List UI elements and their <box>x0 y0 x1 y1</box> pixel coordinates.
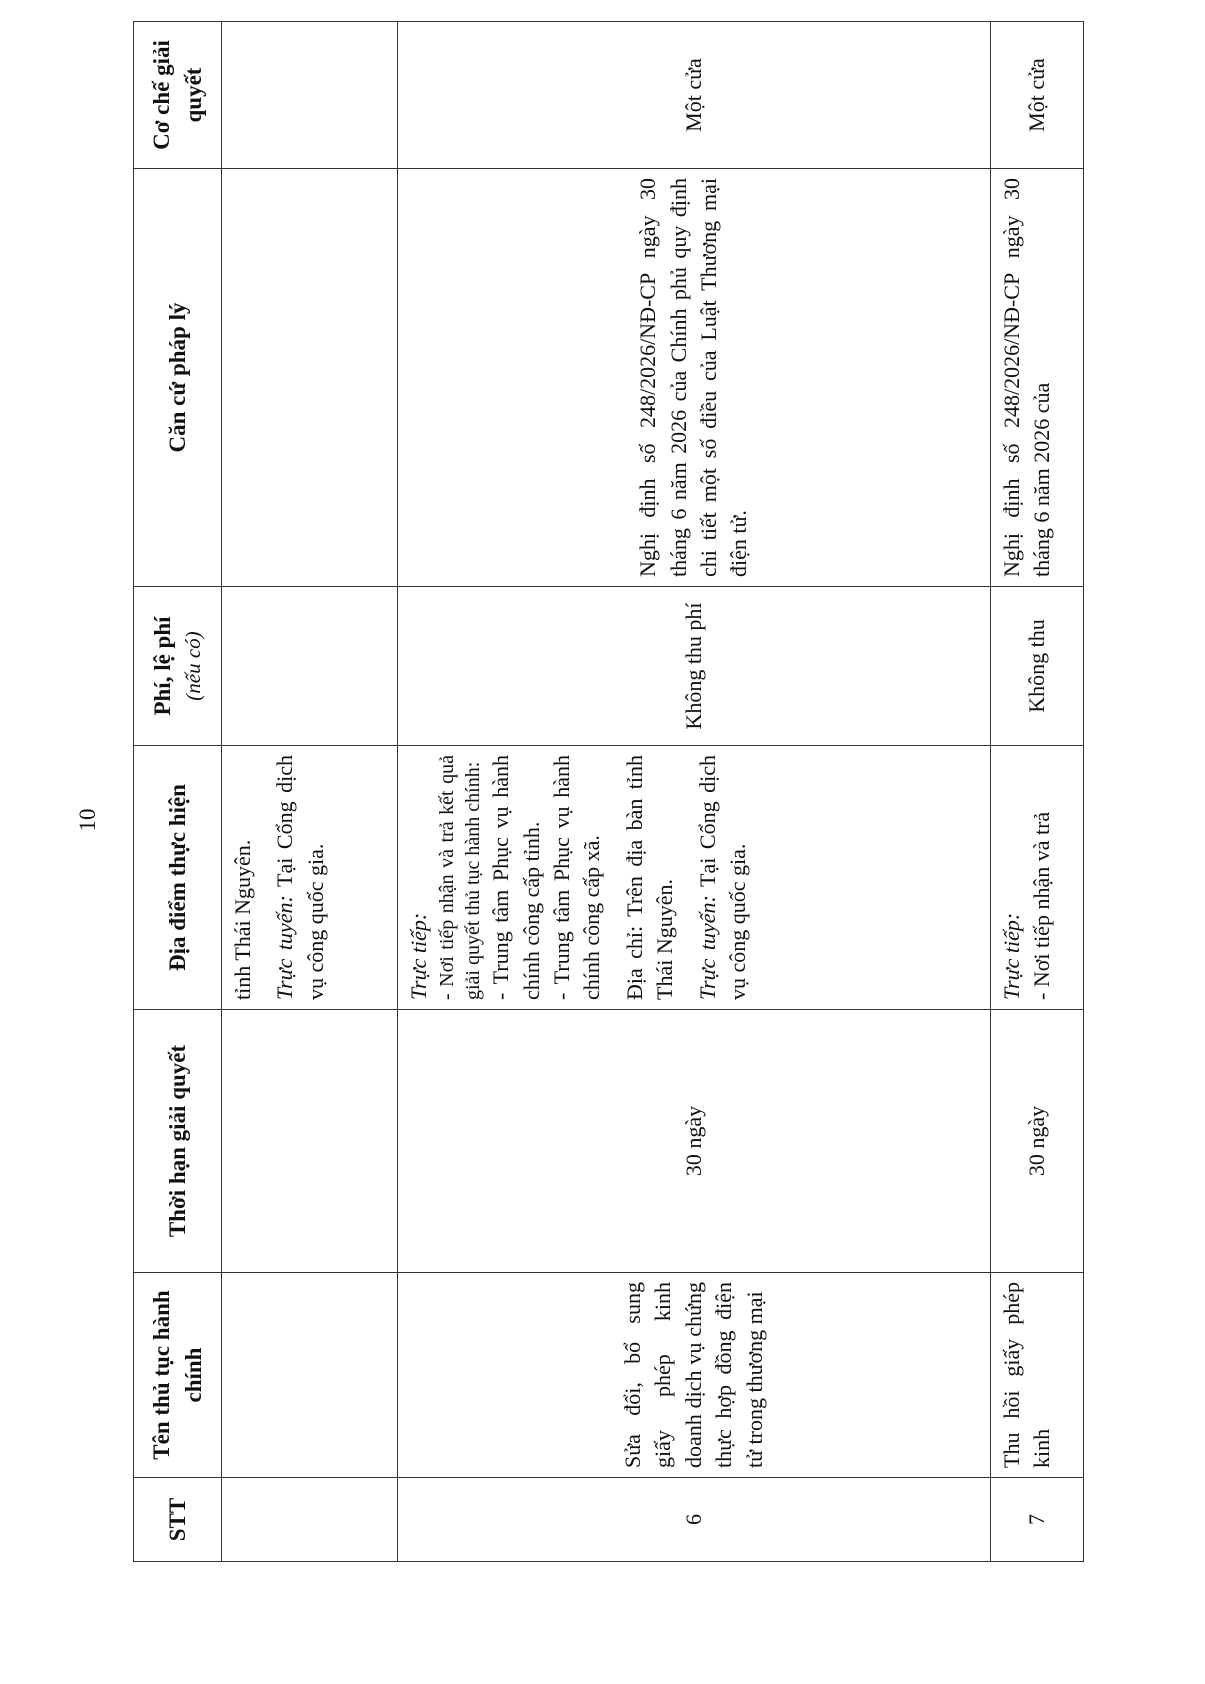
table-row <box>398 22 991 1562</box>
rotated-table-wrapper <box>133 22 1083 1562</box>
cont-mechanism-cell <box>222 22 398 169</box>
cont-place-online-text: Tại Cổng dịch vụ công quốc gia. <box>272 755 328 1000</box>
row7-place-direct-label: Trực tiếp: <box>999 912 1024 1000</box>
procedure-table <box>133 21 1084 1562</box>
row7-place <box>991 746 1084 1010</box>
header-place: Địa điểm thực hiện <box>134 746 222 1010</box>
table-row-continuation <box>222 22 398 1562</box>
row6-place-direct-line1: - Nơi tiếp nhận và trả kết quả giải quyết thủ tục hành chính: <box>436 755 485 1000</box>
row7-legal-basis: Nghị định số 248/2026/NĐ-CP ngày 30 tháng 6 năm 2026 của <box>991 169 1084 587</box>
row7-stt: 7 <box>991 1478 1084 1562</box>
cont-stt-cell <box>222 1478 398 1562</box>
cont-place-cell <box>222 746 398 1010</box>
row6-stt: 6 <box>398 1478 991 1562</box>
cont-time-cell <box>222 1010 398 1273</box>
header-fee-label: Phí, lệ phí <box>150 616 176 716</box>
landscape-table-container <box>133 22 1083 1562</box>
row6-procedure-name: Sửa đổi, bổ sung giấy phép kinh doanh dịch vụ chứng thực hợp đồng điện tử trong thương mại <box>398 1273 991 1478</box>
page-number: 10 <box>75 808 100 832</box>
header-processing-time: Thời hạn giải quyết <box>134 1010 222 1273</box>
row7-mechanism: Một cửa <box>991 22 1084 169</box>
cont-legal-cell <box>222 169 398 587</box>
row6-place-online-text: Tại Cổng dịch vụ công quốc gia. <box>694 755 750 1000</box>
header-mechanism: Cơ chế giải quyết <box>134 22 222 169</box>
cont-place-online-label: Trực tuyến: <box>272 895 298 1000</box>
cont-place-line: tỉnh Thái Nguyên. <box>230 839 255 1000</box>
cont-place-online <box>270 755 331 1000</box>
row6-fee: Không thu phí <box>398 587 991 746</box>
row6-place-direct-line3: - Trung tâm Phục vụ hành chính công cấp xã. <box>549 755 605 1000</box>
row6-legal-basis: Nghị định số 248/2026/NĐ-CP ngày 30 tháng 6 năm 2026 của Chính phủ quy định chi tiết một số điều của Luật Thương mại điện tử. <box>398 169 991 587</box>
table-row <box>991 22 1084 1562</box>
row7-processing-time: 30 ngày <box>991 1010 1084 1273</box>
cont-name-cell <box>222 1273 398 1478</box>
header-procedure-name: Tên thủ tục hành chính <box>134 1273 222 1478</box>
table-header-row <box>134 22 222 1562</box>
row7-fee: Không thu <box>991 587 1084 746</box>
row6-place-online-label: Trực tuyến: <box>694 895 720 1000</box>
row6-place-direct-label: Trực tiếp: <box>406 912 431 1000</box>
cont-fee-cell <box>222 587 398 746</box>
header-fee <box>134 587 222 746</box>
row6-processing-time: 30 ngày <box>398 1010 991 1273</box>
row7-procedure-name: Thu hồi giấy phép kinh <box>991 1273 1084 1478</box>
header-legal-basis: Căn cứ pháp lý <box>134 169 222 587</box>
row6-place-address: Địa chỉ: Trên địa bàn tỉnh Thái Nguyên. <box>621 755 678 1000</box>
row6-place <box>398 746 991 1010</box>
row7-place-direct-line1: - Nơi tiếp nhận và trả <box>1029 811 1055 1000</box>
header-fee-note: (nếu có) <box>180 631 205 701</box>
header-stt: STT <box>134 1478 222 1562</box>
row6-place-online <box>693 755 754 1000</box>
row6-mechanism: Một cửa <box>398 22 991 169</box>
row6-place-direct-line2: - Trung tâm Phục vụ hành chính công cấp tỉnh. <box>488 755 544 1000</box>
